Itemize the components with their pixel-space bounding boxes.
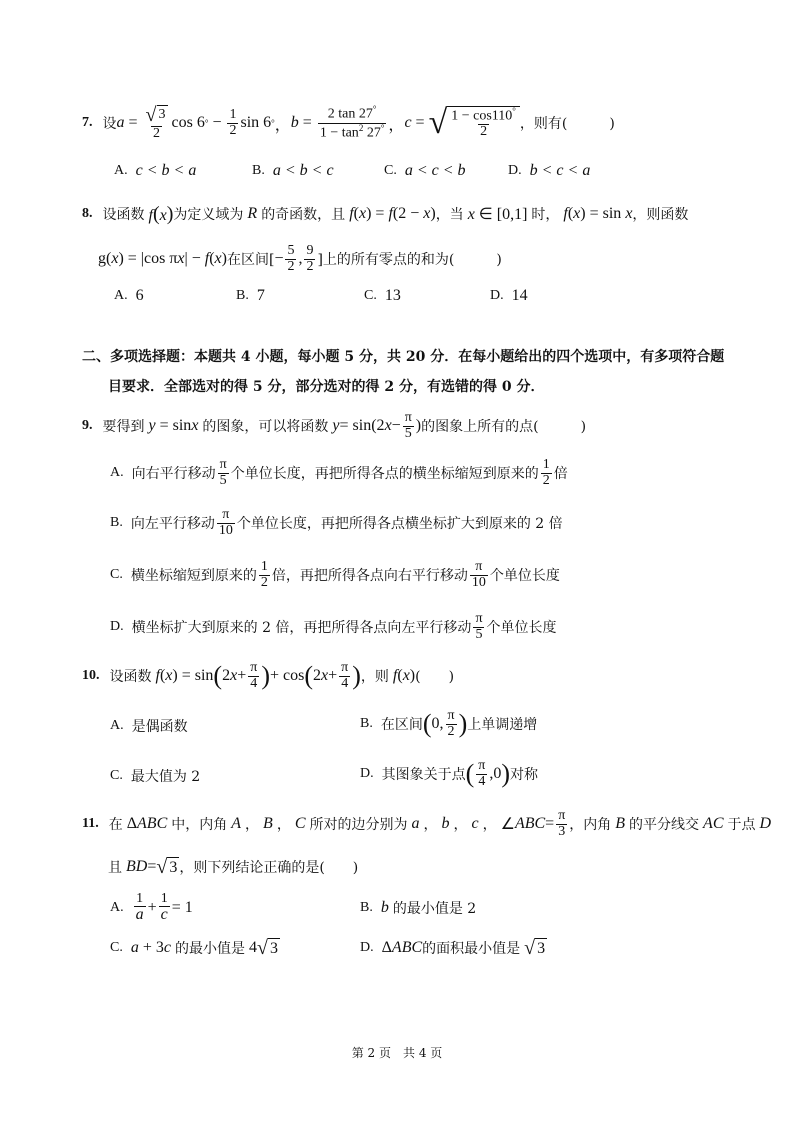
page-footer: 第 2 页 共 4 页	[351, 1046, 443, 1060]
option-9d: D. 横坐标扩大到原来的 2 倍，再把所得各点向左平行移动 $\frac{\pi}{5}$ 个单位长度	[110, 610, 557, 642]
math-fx: f(x)	[148, 202, 174, 225]
math-fx-sin: f(x) = sin x	[563, 205, 633, 222]
question-text: 设	[102, 116, 117, 132]
option-8c: C. 13	[364, 287, 401, 304]
math-fx: f(x)	[392, 667, 416, 684]
option-7c: C. a < c < b	[384, 162, 466, 179]
math-frac: $\frac{\pi}{5}$	[219, 456, 227, 488]
option-expression: a < c < b	[404, 162, 466, 179]
question-number: 8.	[82, 206, 93, 221]
option-11c: C. a + 3c 的最小值是 4 √ 3	[110, 937, 278, 959]
question-11-line1: 11. 在 ΔABC 中，内角 A ， B ， C 所对的边分别为 a ， b ， c ， ∠ ABC = $\frac{\pi}{3}$ ，内角 B 的平分线交 AC 于点 D	[82, 807, 772, 839]
math-gx: g(x) = |cos πx| − f(x)	[98, 250, 227, 267]
option-9a: A. 向右平行移动 $\frac{\pi}{5}$ 个单位长度，再把所得各点的横坐标缩短到原来的 $\frac{1}{2}$ 倍	[110, 456, 568, 488]
option-8b: B. 7	[236, 287, 265, 304]
option-7d: D. b < c < a	[508, 162, 591, 179]
question-text: ，则有( )	[519, 116, 615, 132]
option-11b: B. b 的最小值是 2	[360, 899, 477, 917]
math-y-sin-shift: y = sin(2 x − $\frac{\pi}{5}$ )	[332, 409, 422, 441]
math-frac: $\frac{\pi}{5}$	[475, 610, 483, 642]
option-11d: D. ΔABC 的面积最小值是 √ 3	[360, 937, 546, 959]
option-8d: D. 14	[490, 287, 528, 304]
math-frac: $\frac{\pi}{10}$	[218, 506, 233, 538]
math-sqrt: 4 √ 3	[244, 937, 278, 959]
option-7b: B. a < b < c	[252, 162, 334, 179]
section-heading-line2: 目要求．全部选对的得 5 分，部分选对的得 2 分，有选错的得 0 分．	[108, 379, 545, 395]
option-9b: B. 向左平行移动 $\frac{\pi}{10}$ 个单位长度，再把所得各点横坐标扩大到原来的 2 倍	[110, 506, 563, 538]
question-8-line2: g(x) = |cos πx| − f(x) 在区间[ − $\frac{5}{2}$ , $\frac{9}{2}$ ]上的所有零点的和为( )	[98, 242, 502, 274]
question-number: 7.	[82, 115, 93, 130]
option-8a: A. 6	[114, 287, 144, 304]
option-9c: C. 横坐标缩短到原来的 $\frac{1}{2}$ 倍，再把所得各点向右平行移动 $\frac{\pi}{10}$ 个单位长度	[110, 558, 560, 590]
question-7	[82, 98, 615, 148]
option-10b: B. 在区间 ( 0, $\frac{\pi}{2}$ ) 上单调递增	[360, 707, 538, 739]
question-number: 10.	[82, 668, 100, 683]
math-symmetry: f(x) = f(2 − x)	[349, 205, 436, 222]
math-frac: $\frac{1}{2}$	[542, 456, 550, 488]
math-point: ( $\frac{\pi}{4}$ ,0 )	[465, 757, 511, 789]
question-10: 10. 设函数 f ( x ) = sin ( 2 x + $\frac{\pi}{4}$ ) + cos ( 2 x + $\frac{\pi}{4}$ ) ，则 f(x) ( )	[82, 659, 455, 691]
question-number: 9.	[82, 418, 93, 433]
option-10a: A. 是偶函数	[110, 718, 188, 735]
math-expression: $\frac{1}{a}$ + $\frac{1}{c}$ = 1	[135, 890, 193, 924]
math-sqrt: √ 3	[524, 937, 546, 959]
math-frac: $\frac{\pi}{10}$	[471, 558, 486, 590]
math-fx-def: f ( x ) = sin ( 2 x + $\frac{\pi}{4}$ ) + cos ( 2 x + $\frac{\pi}{4}$ )	[155, 659, 361, 691]
section-heading-line1: 二、多项选择题：本题共 4 小题，每小题 5 分，共 20 分．在每小题给出的四个选项中，有多项符合题	[82, 349, 725, 365]
math-domain: x ∈ [0,1]	[467, 206, 532, 223]
option-10d: D. 其图象关于点 ( $\frac{\pi}{4}$ ,0 ) 对称	[360, 757, 539, 789]
option-expression: a < b < c	[272, 162, 334, 179]
math-interval: − $\frac{5}{2}$ , $\frac{9}{2}$	[274, 242, 314, 274]
option-expression: b < c < a	[529, 162, 591, 179]
option-expression: c < b < a	[135, 162, 197, 179]
math-expression: a = √ 3 2 cos 6 ° − $\frac{1}{2}$ sin 6 ° ， b = $\frac{2 \tan 27^\circ}{1 - \tan^2 27^\circ}$ ， c = √ $\frac{1 - \cos 110^\circ}{2}$	[117, 105, 520, 141]
question-9: 9. 要得到 y = sinx 的图象，可以将函数 y = sin(2 x − $\frac{\pi}{5}$ ) 的图象上所有的点( )	[82, 409, 587, 441]
option-11a: A. $\frac{1}{a}$ + $\frac{1}{c}$ = 1	[110, 890, 193, 924]
question-8-line1: 8. 设函数 f(x) 为定义域为 R 的奇函数，且 f(x) = f(2 − x) ，当 x ∈ [0,1] 时， f(x) = sin x ，则函数	[82, 202, 689, 225]
option-7a: A. c < b < a	[114, 162, 197, 179]
math-interval: ( 0, $\frac{\pi}{2}$ )	[422, 707, 468, 739]
math-R: R	[243, 205, 262, 222]
question-11-line2: 且 BD = √ 3 ，则下列结论正确的是( )	[108, 856, 359, 878]
math-angle: ∠ ABC = $\frac{\pi}{3}$	[496, 807, 566, 839]
math-y-sinx: y = sinx	[148, 417, 199, 434]
option-10c: C. 最大值为 2	[110, 768, 201, 785]
math-bd: BD = √ 3	[126, 856, 178, 878]
question-number: 11.	[82, 816, 99, 831]
math-frac: $\frac{1}{2}$	[260, 558, 268, 590]
